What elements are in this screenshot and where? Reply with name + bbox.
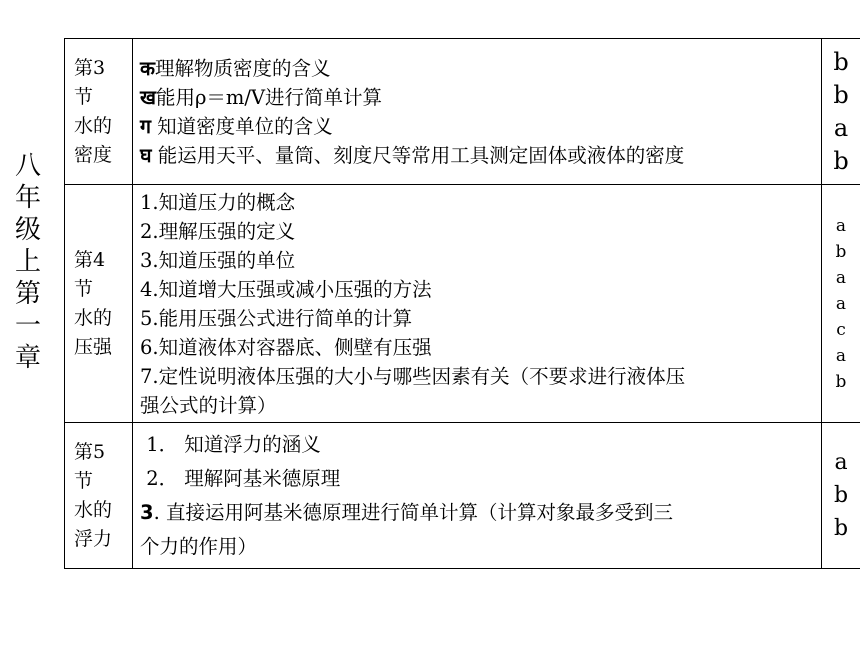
goal-list <box>133 39 822 185</box>
goal-item: 个力的作用） <box>140 534 258 558</box>
chapter-char: 上 <box>14 247 41 277</box>
section-title: 第4 节 水的 压强 <box>65 185 133 423</box>
goal-marker: ग <box>140 114 151 138</box>
goal-item: 5.能用压强公式进行简单的计算 <box>140 306 413 330</box>
level-value: a <box>835 345 847 366</box>
goal-item: 3.知道压强的单位 <box>140 248 296 272</box>
table-row <box>65 39 860 185</box>
level-value: a <box>834 450 848 475</box>
level-value: a <box>833 113 849 142</box>
goal-text: 理解物质密度的含义 <box>154 56 331 80</box>
level-value: c <box>836 319 846 340</box>
goal-item <box>140 83 821 112</box>
goal-item: 2.理解压强的定义 <box>140 219 296 243</box>
goal-item <box>140 112 821 141</box>
goal-item: 7.定性说明液体压强的大小与哪些因素有关（不要求进行液体压 <box>140 364 686 388</box>
goal-item <box>140 141 821 170</box>
chapter-char: 第 <box>14 279 41 309</box>
goal-item <box>140 54 821 83</box>
section-title: 第5 节 水的 浮力 <box>65 423 133 569</box>
level-value: a <box>835 293 847 314</box>
goal-item: 1.知道压力的概念 <box>140 190 296 214</box>
chapter-char: 八 <box>14 151 41 181</box>
goal-item <box>140 496 821 530</box>
curriculum-table <box>64 38 860 569</box>
goal-text: . 直接运用阿基米德原理进行简单计算（计算对象最多受到三 <box>153 500 673 524</box>
goal-item: 4.知道增大压强或减小压强的方法 <box>140 277 432 301</box>
table-row <box>65 423 860 569</box>
chapter-char: 章 <box>14 343 41 373</box>
level-column <box>822 423 860 569</box>
goal-marker: घ <box>140 143 152 167</box>
goal-text: 知道密度单位的含义 <box>150 114 333 138</box>
chapter-char: 一 <box>14 311 41 341</box>
chapter-char: 年 <box>14 183 41 213</box>
level-value: b <box>835 371 847 392</box>
goal-item: 1． 知道浮力的涵义 <box>140 432 321 456</box>
chapter-label <box>12 150 44 374</box>
goal-list <box>133 185 822 423</box>
goal-text: 能用ρ＝m/V进行简单计算 <box>155 85 383 109</box>
level-column <box>822 39 860 185</box>
level-value: b <box>833 80 849 109</box>
goal-item: 强公式的计算） <box>140 393 277 417</box>
level-value: b <box>833 483 849 508</box>
goal-item: 2． 理解阿基米德原理 <box>140 466 341 490</box>
goal-item: 6.知道液体对容器底、侧壁有压强 <box>140 335 432 359</box>
level-value: b <box>833 47 849 76</box>
goal-text: 能运用天平、量筒、刻度尺等常用工具测定固体或液体的密度 <box>151 143 685 167</box>
level-value: b <box>833 146 849 175</box>
level-value: a <box>835 215 847 236</box>
chapter-char: 级 <box>14 215 41 245</box>
goal-marker: क <box>140 56 155 80</box>
level-value: b <box>833 516 849 541</box>
section-title: 第3 节 水的 密度 <box>65 39 133 185</box>
level-value: a <box>835 267 847 288</box>
level-column <box>822 185 860 423</box>
goal-marker: ख <box>140 85 156 109</box>
goal-marker: 3 <box>140 500 154 524</box>
level-value: b <box>835 241 847 262</box>
goal-list <box>133 423 822 569</box>
table-row <box>65 185 860 423</box>
